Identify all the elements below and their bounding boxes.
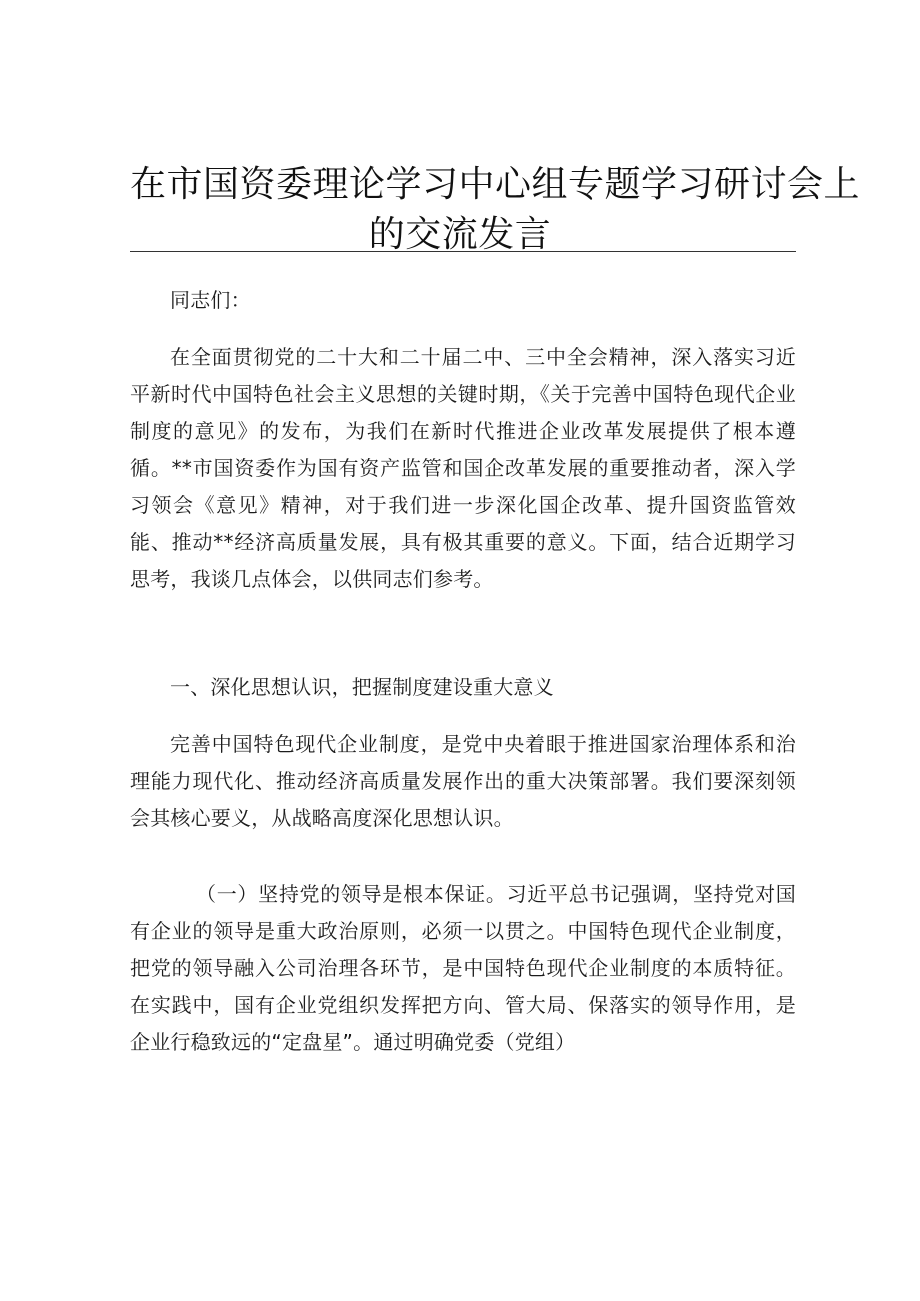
title-divider (130, 251, 796, 252)
title-line-2: 的交流发言 (368, 214, 552, 255)
section-1-heading: 一、深化思想认识，把握制度建设重大意义 (170, 675, 554, 699)
intro-paragraph: 在全面贯彻党的二十大和二十届二中、三中全会精神，深入落实习近平新时代中国特色社会主义思想的关键时期，《关于完善中国特色现代企业制度的意见》的发布，为我们在新时代推进企业改革发展提供了根本遵循。**市国资委作为国有资产监管和国企改革发展的重要推动者，深入学习领会《意见》精神，对于我们进一步深化国企改革、提升国资监管效能、推动**经济高质量发展，具有极其重要的意义。下面，结合近期学习思考，我谈几点体会，以供同志们参考。 (130, 345, 796, 591)
document-title (130, 160, 861, 260)
title-line-1: 在市国资委理论学习中心组专题学习研讨会上 (130, 164, 861, 205)
section-1-body: 完善中国特色现代企业制度，是党中央着眼于推进国家治理体系和治理能力现代化、推动经济高质量发展作出的重大决策部署。我们要深刻领会其核心要义，从战略高度深化思想认识。 (130, 732, 796, 830)
salutation: 同志们： (170, 288, 251, 312)
section-1-point-1: （一）坚持党的领导是根本保证。习近平总书记强调，坚持党对国有企业的领导是重大政治原则，必须一以贯之。中国特色现代企业制度，把党的领导融入公司治理各环节，是中国特色现代企业制度的本质特征。在实践中，国有企业党组织发挥把方向、管大局、保落实的领导作用，是企业行稳致远的“定盘星”。通过明确党委（党组） (130, 882, 796, 1054)
